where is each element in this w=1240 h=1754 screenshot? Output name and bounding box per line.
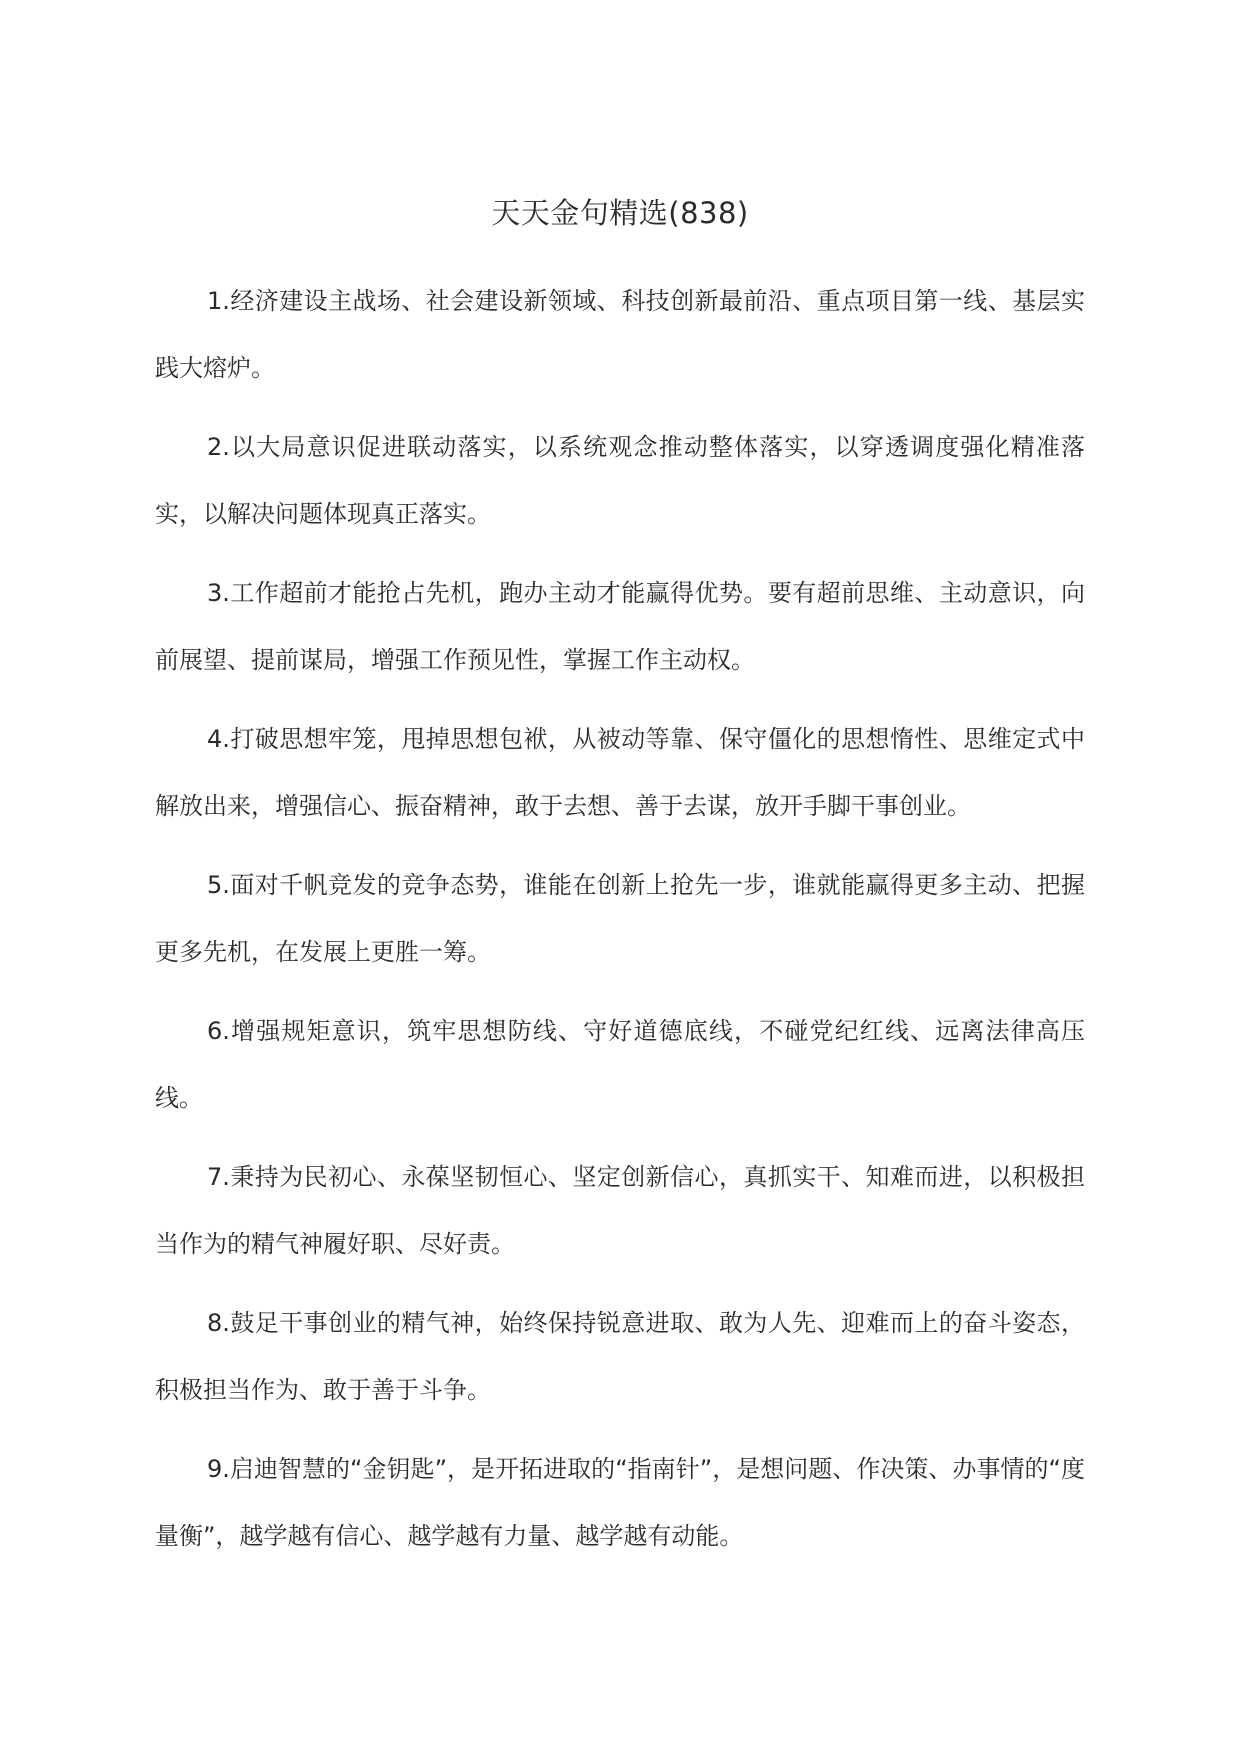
- document-title: 天天金句精选(838): [491, 196, 749, 230]
- quote-item-2: 2.以大局意识促进联动落实，以系统观念推动整体落实，以穿透调度强化精准落实，以解决问题体现真正落实。: [155, 433, 1085, 528]
- quote-item-4: 4.打破思想牢笼，甩掉思想包袱，从被动等靠、保守僵化的思想惰性、思维定式中解放出来，增强信心、振奋精神，敢于去想、善于去谋，放开手脚干事创业。: [155, 725, 1085, 820]
- quote-item-5: 5.面对千帆竞发的竞争态势，谁能在创新上抢先一步，谁就能赢得更多主动、把握更多先机，在发展上更胜一筹。: [155, 871, 1085, 966]
- quote-item-7: 7.秉持为民初心、永葆坚韧恒心、坚定创新信心，真抓实干、知难而进，以积极担当作为的精气神履好职、尽好责。: [155, 1163, 1085, 1258]
- quote-item-3: 3.工作超前才能抢占先机，跑办主动才能赢得优势。要有超前思维、主动意识，向前展望、提前谋局，增强工作预见性，掌握工作主动权。: [155, 579, 1085, 674]
- quote-item-6: 6.增强规矩意识，筑牢思想防线、守好道德底线，不碰党纪红线、远离法律高压线。: [155, 1017, 1085, 1112]
- quote-list: [155, 268, 1085, 1582]
- quote-item-9: 9.启迪智慧的“金钥匙”，是开拓进取的“指南针”，是想问题、作决策、办事情的“度量衡”，越学越有信心、越学越有力量、越学越有动能。: [155, 1455, 1085, 1550]
- quote-item-8: 8.鼓足干事创业的精气神，始终保持锐意进取、敢为人先、迎难而上的奋斗姿态，积极担当作为、敢于善于斗争。: [155, 1309, 1085, 1404]
- quote-item-1: 1.经济建设主战场、社会建设新领域、科技创新最前沿、重点项目第一线、基层实践大熔炉。: [155, 287, 1085, 382]
